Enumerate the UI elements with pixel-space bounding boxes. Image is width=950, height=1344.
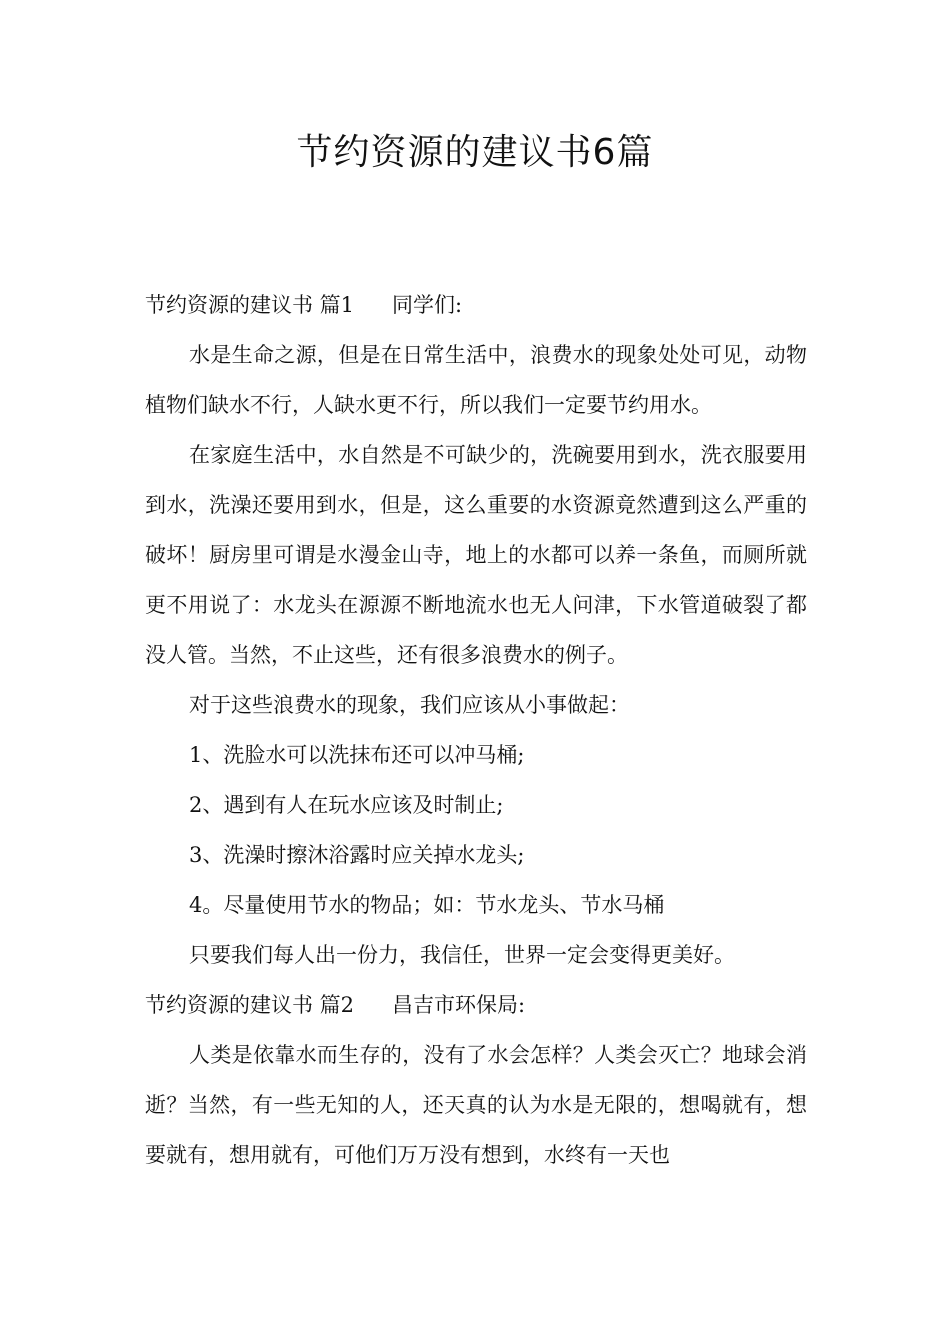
section-1-closing: 只要我们每人出一份力，我信任，世界一定会变得更美好。: [189, 943, 735, 967]
section-1-paragraph-1: 水是生命之源，但是在日常生活中，浪费水的现象处处可见，动物植物们缺水不行，人缺水更不行，所以我们一定要节约用水。: [145, 343, 807, 417]
section-1-list-item-4: 4。尽量使用节水的物品；如：节水龙头、节水马桶: [189, 893, 665, 917]
section-2-paragraph-1: 人类是依靠水而生存的，没有了水会怎样？人类会灭亡？地球会消逝？当然，有一些无知的人，还天真的认为水是无限的，想喝就有，想要就有，想用就有，可他们万万没有想到，水终有一天也: [145, 1043, 807, 1167]
section-2-heading-line: [145, 980, 807, 1030]
section-2-heading: 节约资源的建议书 篇2: [145, 993, 355, 1017]
section-1-heading-line: [145, 280, 807, 330]
document-body: [145, 280, 807, 1180]
section-1-list-item-3: 3、洗澡时擦沐浴露时应关掉水龙头;: [189, 843, 525, 867]
document-title: 节约资源的建议书6篇: [296, 132, 654, 173]
section-1-list-item-2: 2、遇到有人在玩水应该及时制止;: [189, 793, 504, 817]
section-1-heading: 节约资源的建议书 篇1: [145, 293, 355, 317]
section-1-list-item-1: 1、洗脸水可以洗抹布还可以冲马桶;: [189, 743, 525, 767]
section-1-paragraph-2: 在家庭生活中，水自然是不可缺少的，洗碗要用到水，洗衣服要用到水，洗澡还要用到水，但是，这么重要的水资源竟然遭到这么严重的破坏！厨房里可谓是水漫金山寺，地上的水都可以养一条鱼，而厕所就更不用说了：水龙头在源源不断地流水也无人问津，下水管道破裂了都没人管。当然，不止这些，还有很多浪费水的例子。: [145, 443, 807, 667]
section-1-greeting: 同学们:: [392, 293, 463, 317]
section-1-paragraph-3: 对于这些浪费水的现象，我们应该从小事做起：: [189, 693, 630, 717]
section-2-greeting: 昌吉市环保局:: [392, 993, 526, 1017]
